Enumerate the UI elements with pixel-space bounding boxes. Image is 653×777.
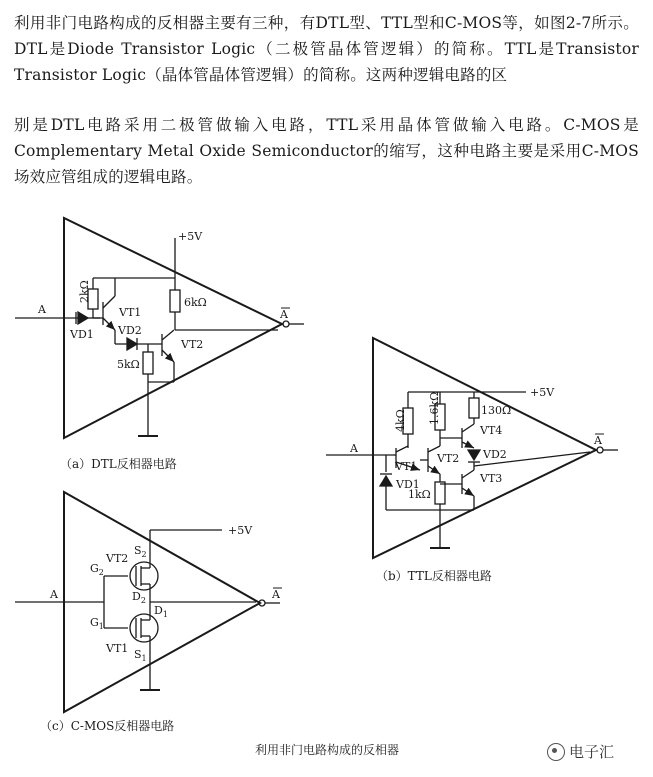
dtl-output-label: A <box>280 308 288 321</box>
dtl-r2-label: 6kΩ <box>184 296 207 309</box>
ttl-r3-label: 130Ω <box>481 404 512 417</box>
ttl-r2-label: 1.6kΩ <box>428 391 441 425</box>
paragraph-2: 别是DTL电路采用二极管做输入电路，TTL采用晶体管做输入电路。C-MOS是Complementary Metal Oxide Semiconductor的缩写，这种电路主要是采用C-MOS场效应管组成的逻辑电路。 <box>14 116 639 186</box>
ttl-vd1-label: VD1 <box>396 478 420 491</box>
ttl-r4-label: 1kΩ <box>408 488 431 501</box>
dtl-r1-label: 2kΩ <box>78 280 91 303</box>
watermark-text: 电子汇 <box>569 743 615 761</box>
cmos-d2-label: $D_2$ <box>132 590 146 605</box>
cmos-input-label: A <box>50 588 58 601</box>
wechat-icon <box>547 743 565 761</box>
dtl-vd2-label: VD2 <box>118 324 142 337</box>
dtl-vt2-label: VT2 <box>181 338 204 351</box>
dtl-vt1-label: VT1 <box>119 306 142 319</box>
dtl-caption: （a）DTL反相器电路 <box>60 457 177 471</box>
figure-caption: 利用非门电路构成的反相器 <box>255 743 400 757</box>
dtl-inverter-circuit <box>15 218 304 438</box>
dtl-vd1-label: VD1 <box>70 328 94 341</box>
cmos-vt2-label: VT2 <box>106 552 129 565</box>
cmos-caption: （c）C-MOS反相器电路 <box>40 719 175 733</box>
watermark <box>547 741 614 762</box>
cmos-s2-label: $S_2$ <box>134 544 147 559</box>
cmos-vcc-label: +5V <box>228 524 253 537</box>
ttl-inverter-circuit <box>326 338 618 558</box>
cmos-d1-label: $D_1$ <box>154 604 168 619</box>
dtl-r3-label: 5kΩ <box>117 358 140 371</box>
ttl-vt4-label: VT4 <box>480 424 503 437</box>
cmos-vt1-label: VT1 <box>106 642 129 655</box>
ttl-vt2-label: VT2 <box>437 452 460 465</box>
ttl-vcc-label: +5V <box>530 386 555 399</box>
cmos-output-label: A <box>272 588 280 601</box>
paragraph-1: 利用非门电路构成的反相器主要有三种，有DTL型、TTL型和C-MOS等，如图2-7所示。DTL是Diode Transistor Logic（二极管晶体管逻辑）的简称。TTL是Transistor Transistor Logic（晶体管晶体管逻辑）的简称。这两种逻辑电路的区 <box>14 14 639 84</box>
ttl-vt1-label: VT1 <box>395 460 418 473</box>
ttl-vd2-label: VD2 <box>483 448 507 461</box>
cmos-s1-label: $S_1$ <box>134 648 147 663</box>
ttl-vt3-label: VT3 <box>480 472 503 485</box>
dtl-vcc-label: +5V <box>178 230 203 243</box>
dtl-triangle-outline <box>64 218 282 438</box>
ttl-r1-label: 4kΩ <box>394 409 407 432</box>
cmos-g1-label: $G_1$ <box>90 616 104 631</box>
ttl-input-label: A <box>350 442 358 455</box>
cmos-g2-label: $G_2$ <box>90 562 104 577</box>
ttl-output-label: A <box>594 434 602 447</box>
ttl-caption: （b）TTL反相器电路 <box>376 569 492 583</box>
dtl-input-label: A <box>38 303 46 316</box>
